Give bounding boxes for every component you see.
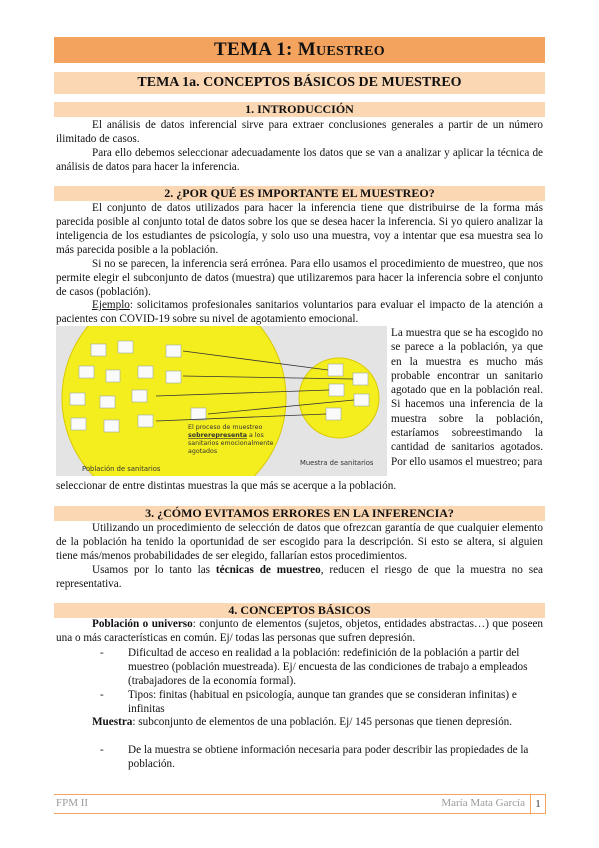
errors-p2-post: , reducen el riesgo de que la muestra no sea representativa. bbox=[56, 564, 543, 590]
importance-paragraph-1: El conjunto de datos utilizados para hacer la inferencia tiene que distribuirse de la forma más parecida posible al conjunto total de datos sobre los que se desea hacer la inferencia. Si yo quiero analizar la inteligencia de los estudiantes de psicología, y solo uso una muestra, voy a intentar que esa muestra sea lo más parecida posible a la población. bbox=[56, 202, 543, 256]
errors-paragraph-2 bbox=[56, 563, 543, 591]
population-bullet-1: - Dificultad de acceso en realidad a la población: redefinición de la población a partir del muestreo (población muestreada). Ej/ encuesta de las condiciones de trabajo a empleados (trabajadores de la economía formal). bbox=[100, 646, 543, 688]
population-label: Población de sanitarios bbox=[82, 465, 161, 473]
errors-p2-pre: Usamos por lo tanto las bbox=[92, 564, 216, 576]
page-number: 1 bbox=[530, 795, 545, 813]
intro-paragraph-2: Para ello debemos seleccionar adecuadamente los datos que se van a analizar y aplicar la técnica de análisis de datos para hacer la inferencia. bbox=[56, 147, 543, 173]
title-main: TEMA 1: bbox=[214, 39, 298, 60]
figure-caption-line-4: agotados bbox=[188, 448, 218, 455]
section-heading-intro: 1. INTRODUCCIÓN bbox=[54, 102, 545, 117]
errors-paragraph-1: Utilizando un procedimiento de selección de datos que ofrezcan garantía de que cualquier elemento de la población ha tenido la oportunidad de ser escogido para la descripción. Si esto se altera, si alguien tiene más/menos probabilidades de ser elegido, fallarían estos procedimientos. bbox=[56, 522, 543, 562]
sample-text: : subconjunto de elementos de una población. Ej/ 145 personas que tienen depresión. bbox=[132, 716, 513, 728]
title-initial: M bbox=[297, 39, 316, 60]
sampling-diagram bbox=[56, 326, 387, 476]
section-heading-importance: 2. ¿POR QUÉ ES IMPORTANTE EL MUESTREO? bbox=[54, 186, 545, 201]
section-heading-concepts: 4. CONCEPTOS BÁSICOS bbox=[54, 603, 545, 618]
sampling-techniques-term: técnicas de muestreo bbox=[215, 564, 321, 576]
page-title bbox=[54, 37, 545, 63]
figure-explanation-continued: seleccionar de entre distintas muestras la que más se acerque a la población. bbox=[56, 480, 397, 492]
figure-caption-line-1: El proceso de muestreo bbox=[188, 424, 263, 431]
section-heading-errors: 3. ¿CÓMO EVITAMOS ERRORES EN LA INFERENCIA? bbox=[54, 506, 545, 521]
page-subtitle: TEMA 1a. CONCEPTOS BÁSICOS DE MUESTREO bbox=[54, 72, 545, 94]
population-definition bbox=[56, 617, 543, 645]
page-footer bbox=[54, 794, 546, 814]
example-label: Ejemplo bbox=[92, 299, 130, 311]
figure-caption-line-2: sobrerepresenta a los bbox=[188, 432, 264, 439]
sample-definition bbox=[56, 715, 543, 729]
importance-paragraph-2: Si no se parecen, la inferencia será errónea. Para ello usamos el procedimiento de muestreo, que nos permite elegir el subconjunto de datos (muestra) que utilizaremos para hacer la inferencia sobre el conjunto de casos (población). bbox=[56, 258, 543, 298]
footer-course: FPM II bbox=[56, 797, 89, 809]
population-text: : conjunto de elementos (sujetos, objetos, entidades abstractas…) que poseen una o más características en común. Ej/ todas las personas que sufren depresión. bbox=[56, 618, 544, 644]
footer-author: María Mata García bbox=[441, 797, 525, 809]
population-term: Población o universo bbox=[92, 618, 193, 630]
sampling-figure bbox=[56, 326, 387, 476]
example-paragraph bbox=[56, 298, 543, 326]
sample-term: Muestra bbox=[92, 716, 133, 728]
title-smallcaps: UESTREO bbox=[315, 44, 385, 59]
population-bullet-2: - Tipos: finitas (habitual en psicología, aunque tan grandes que se consideran infinitas) e infinitas bbox=[100, 688, 543, 716]
intro-paragraph-1: El análisis de datos inferencial sirve para extraer conclusiones generales a partir de un número ilimitado de casos. bbox=[56, 119, 543, 145]
sample-label: Muestra de sanitarios bbox=[300, 459, 374, 467]
population-bullet-list bbox=[100, 646, 543, 716]
figure-caption-line-3: sanitarios emocionalmente bbox=[188, 440, 274, 447]
sample-bullet-1: - De la muestra se obtiene información necesaria para poder describir las propiedades de la población. bbox=[100, 743, 543, 771]
example-text: : solicitamos profesionales sanitarios voluntarios para evaluar el impacto de la atención a pacientes con COVID-19 sobre su nivel de agotamiento emocional. bbox=[56, 299, 543, 325]
figure-explanation: La muestra que se ha escogido no se parece a la población, ya que en la muestra es mucho más probable encontrar un sanitario agotado que en la población real. Si hacemos una inferencia de la muestra sobre la población, estaríamos sobreestimando la cantidad de sanitarios agotados. Por ello usamos el muestreo; para bbox=[391, 327, 543, 468]
sample-bullet-list bbox=[100, 743, 543, 771]
